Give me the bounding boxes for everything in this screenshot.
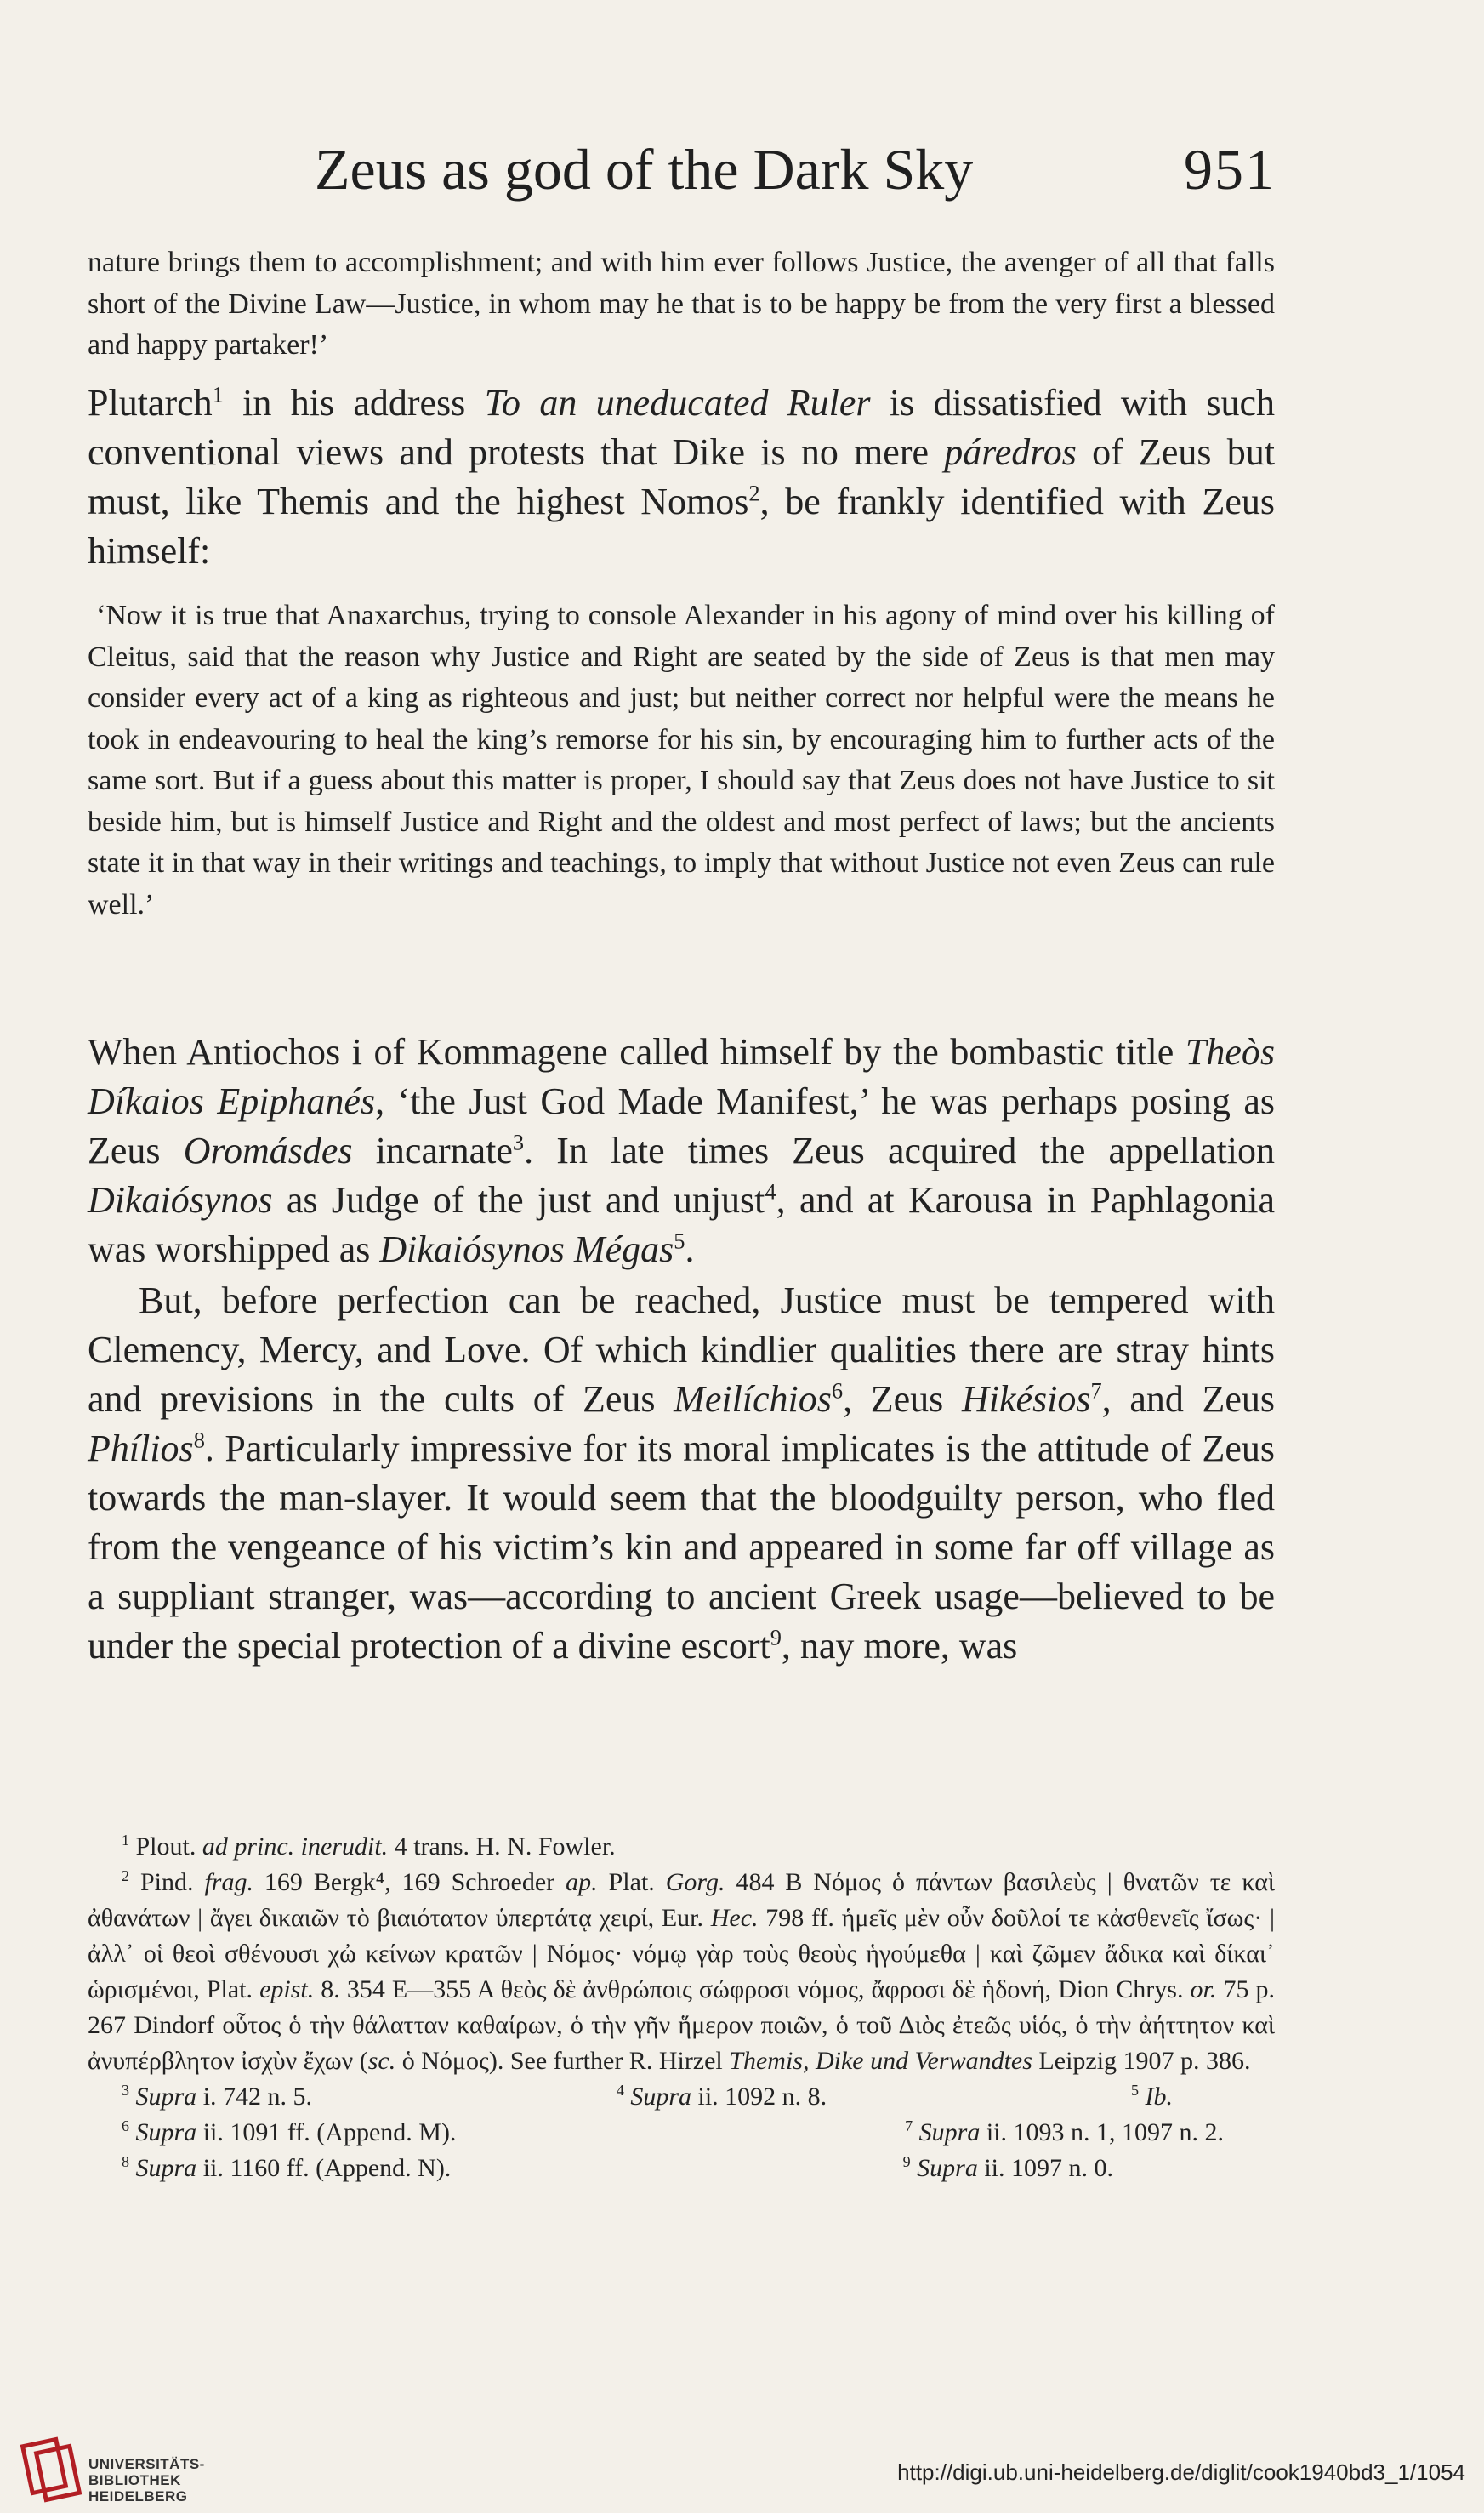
- footnotes: [88, 1829, 1275, 2186]
- para-continuation: [88, 242, 1275, 367]
- footnote-ref: 5: [674, 1228, 685, 1254]
- footnote-6: $^6$ Supra ii. 1091 ff. (Append. M).: [122, 2117, 457, 2146]
- library-name: UNIVERSITÄTS- BIBLIOTHEK HEIDELBERG: [88, 2456, 205, 2504]
- para-clemency: [88, 1276, 1275, 1671]
- footnote-5: $^5$ Ib.: [1130, 2082, 1173, 2111]
- footnote-2: $^2$ Pind. frag. 169 Bergk⁴, 169 Schroeder ap. Plat. Gorg. 484 B Νόμος ὁ πάντων βασιλεὺς | θνατῶν τε καὶ ἀθανάτων | ἄγει δικαιῶν τὸ βιαιότατον ὑπερτάτᾳ χειρί, Eur. Hec. 798 ff. ἡμεῖς μὲν οὖν δοῦλοί τε κἀσθενεῖς ἴσως· | ἀλλ᾽ οἱ θεοὶ σθένουσι χὠ κείνων κρατῶν | Νόμος· νόμῳ γὰρ τοὺς θεοὺς ἡγούμεθα | καὶ ζῶμεν ἄδικα καὶ δίκαι᾽ ὡρισμένοι, Plat. epist. 8. 354 E—355 A θεὸς δὲ ἀνθρώποις σώφροσι νόμος, ἄφροσι δὲ ἡδονή, Dion Chrys. or. 75 p. 267 Dindorf οὗτος ὁ τὴν θάλατταν καθαίρων, ὁ τὴν γῆν ἥμερον ποιῶν, ὁ τοῦ Διὸς ἐτεῶς υἱός, ὁ τὴν ἀήττητον καὶ ἀνυπέρβλητον ἰσχὺν ἔχων (sc. ὁ Νόμος). See further R. Hirzel Themis, Dike und Verwandtes Leipzig 1907 p. 386.: [88, 1867, 1276, 2075]
- page-number: 951: [1184, 137, 1276, 202]
- digitization-footer: [0, 2429, 1484, 2513]
- footnote-ref: 4: [765, 1178, 776, 1205]
- work-title: To an uneducated Ruler: [484, 382, 871, 424]
- footnote-1: $^1$ Plout. ad princ. inerudit. 4 trans. H. N. Fowler.: [122, 1832, 616, 1861]
- footnote-9: $^9$ Supra ii. 1097 n. 0.: [902, 2153, 1113, 2182]
- footnote-ref: 1: [212, 381, 224, 407]
- quote-text: ‘Now it is true that Anaxarchus, trying to console Alexander in his agony of mind over his killing of Cleitus, said that the reason why Justice and Right are seated by the side of Zeus is that men may consider every act of a king as righteous and just; but neither correct nor helpful were the means he took in endeavouring to heal the king’s remorse for his sin, by encouraging him to further acts of the same sort. But if a guess about this matter is proper, I should say that Zeus does not have Justice to sit beside him, but is himself Justice and Right and the oldest and most perfect of laws; but the ancients state it in that way in their writings and teachings, to imply that without Justice not even Zeus can rule well.’: [88, 600, 1275, 920]
- paragraph-2: Plutarch$^1$ in his address To an uneducated Ruler is dissatisfied with such conventional views and protests that Dike is no mere páredros of Zeus but must, like Themis and the highest Nomos$^2$, be frankly identified with Zeus himself:: [88, 381, 1276, 572]
- library-logo-icon: [15, 2434, 87, 2505]
- para-antiochos: [88, 1028, 1275, 1274]
- footnote-ref: 7: [1090, 1377, 1102, 1404]
- paragraph-3: When Antiochos i of Kommagene called himself by the bombastic title Theòs Díkaios Epiphanés, ‘the Just God Made Manifest,’ he was perhaps posing as Zeus Oromásdes incarnate$^3$. In late times Zeus acquired the appellation Dikaiósynos as Judge of the just and unjust$^4$, and at Karousa in Paphlagonia was worshipped as Dikaiósynos Mégas$^5$.: [88, 1031, 1276, 1270]
- footnote-ref: 3: [512, 1129, 525, 1155]
- paragraph-4: But, before perfection can be reached, Justice must be tempered with Clemency, Mercy, and Love. Of which kindlier qualities there are stray hints and previsions in the cults of Zeus Meilíchios$^6$, Zeus Hikésios$^7$, and Zeus Phílios$^8$. Particularly impressive for its moral implicates is the attitude of Zeus towards the man-slayer. It would seem that the bloodguilty person, who fled from the vengeance of his victim’s kin and appeared in some far off village as a suppliant stranger, was—according to ancient Greek usage—believed to be under the special protection of a divine escort$^9$, nay more, was: [88, 1279, 1276, 1667]
- running-header: [315, 136, 1276, 213]
- footnote-ref: 9: [770, 1624, 782, 1650]
- footnote-row: [88, 2151, 1275, 2186]
- footnote-3: $^3$ Supra i. 742 n. 5.: [122, 2082, 313, 2111]
- footnote-8: $^8$ Supra ii. 1160 ff. (Append. N).: [122, 2153, 452, 2182]
- footnote-row: [88, 2115, 1275, 2151]
- footnote-4: $^4$ Supra ii. 1092 n. 8.: [616, 2082, 827, 2111]
- page-title: Zeus as god of the Dark Sky: [315, 137, 974, 202]
- footnote-ref: 6: [831, 1377, 844, 1404]
- para-plutarch: [88, 379, 1275, 576]
- footnote-row: [88, 2079, 1275, 2115]
- footnote-ref: 8: [193, 1427, 205, 1453]
- paragraph-1: nature brings them to accomplishment; and with him ever follows Justice, the avenger of all that falls short of the Divine Law—Justice, in whom may he that is to be happy be from the very first a blessed and happy partaker!’: [88, 247, 1275, 361]
- footnote-ref: 2: [748, 480, 760, 506]
- footnote-7: $^7$ Supra ii. 1093 n. 1, 1097 n. 2.: [905, 2117, 1224, 2146]
- block-quote: [88, 595, 1275, 926]
- source-url-link[interactable]: http://digi.ub.uni-heidelberg.de/diglit/cook1940bd3_1/1054: [897, 2459, 1465, 2485]
